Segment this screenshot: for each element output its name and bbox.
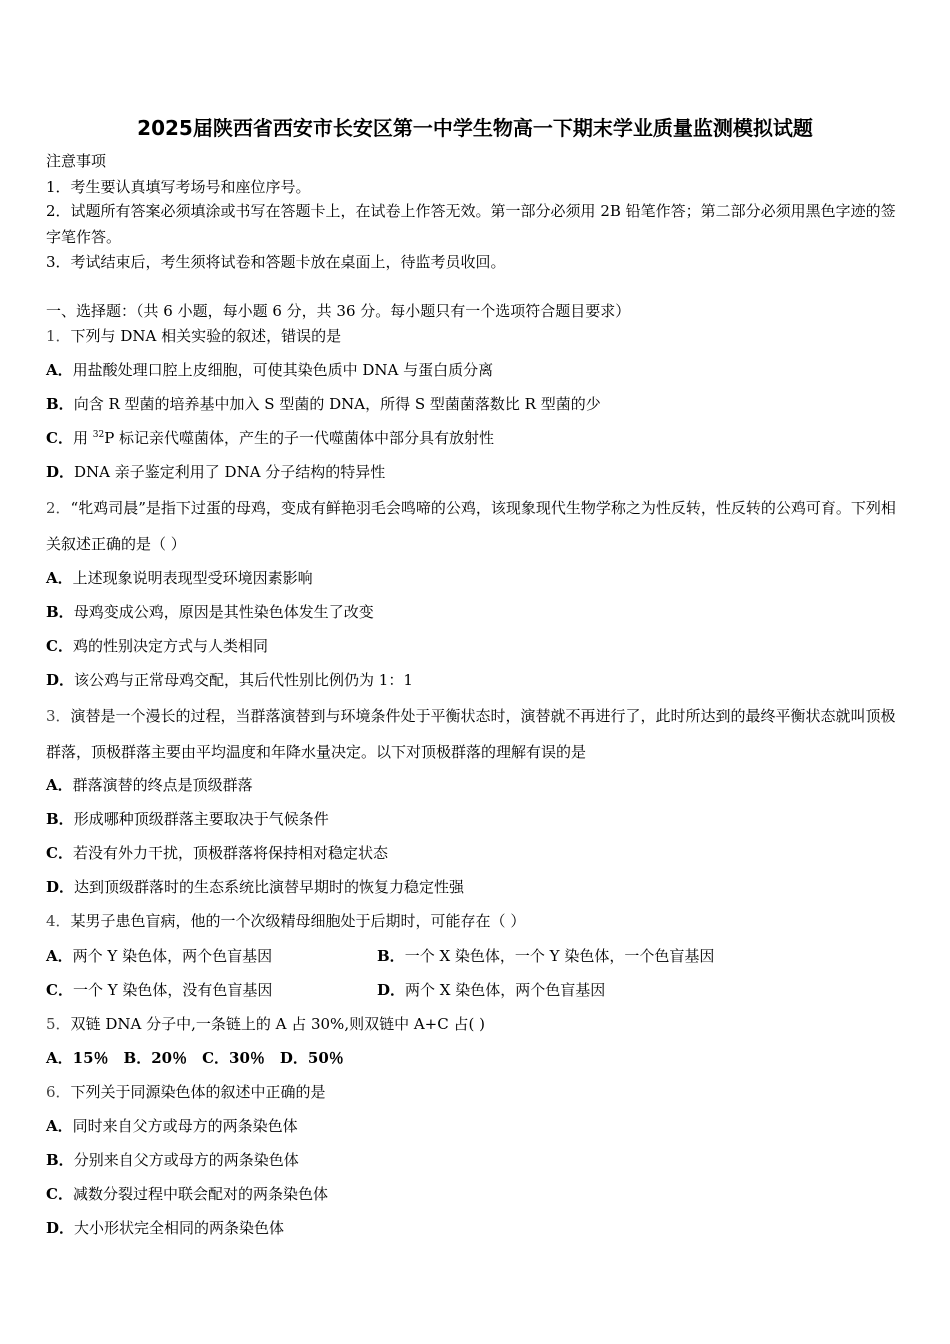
option-label: A．: [46, 1117, 73, 1135]
option-text: 形成哪种顶级群落主要取决于气候条件: [73, 810, 329, 828]
option-2c: [46, 636, 268, 656]
option-text: 大小形状完全相同的两条染色体: [74, 1219, 285, 1237]
option-3d: [46, 877, 464, 897]
question-1: [46, 326, 341, 346]
section-heading: 一、选择题：（共 6 小题，每小题 6 分，共 36 分。每小题只有一个选项符合题目要求）: [46, 302, 631, 320]
question-2: [46, 490, 906, 562]
question-3: [46, 698, 906, 770]
option-label: A．: [46, 776, 73, 794]
question-4: [46, 911, 525, 931]
option-label: D．: [46, 671, 75, 689]
option-label: B．: [46, 1151, 74, 1169]
option-label: C．: [46, 637, 73, 655]
question-number: 6．: [46, 1083, 71, 1101]
option-6a: [46, 1116, 298, 1136]
option-text: 鸡的性别决定方式与人类相同: [72, 637, 268, 655]
question-6: [46, 1082, 326, 1102]
option-3c: [46, 843, 388, 863]
option-6b: [46, 1150, 299, 1170]
question-stem: 双链 DNA 分子中,一条链上的 A 占 30%,则双链中 A+C 占( ): [70, 1015, 485, 1033]
option-label: C．: [46, 429, 73, 447]
option-text: 分别来自父方或母方的两条染色体: [73, 1151, 299, 1169]
option-label: B．: [377, 947, 405, 965]
option-text: 两个 X 染色体，两个色盲基因: [405, 981, 606, 999]
question-number: 3．: [46, 707, 71, 725]
option-text: 减数分裂过程中联会配对的两条染色体: [72, 1185, 328, 1203]
option-label: D．: [46, 1219, 75, 1237]
question-number: 1．: [46, 327, 71, 345]
question-number: 5．: [46, 1015, 71, 1033]
option-label: D．: [377, 981, 406, 999]
option-1a: [46, 360, 493, 380]
option-1d: [46, 462, 385, 482]
option-text: 向含 R 型菌的培养基中加入 S 型菌的 DNA，所得 S 型菌菌落数比 R 型菌的少: [73, 395, 601, 413]
option-text: 母鸡变成公鸡，原因是其性染色体发生了改变: [73, 603, 374, 621]
option-text-pre: 用: [72, 429, 93, 447]
option-6d: [46, 1218, 284, 1238]
option-4c: [46, 980, 272, 1000]
notice-item-2: 2．试题所有答案必须填涂或书写在答题卡上，在试卷上作答无效。第一部分必须用 2B 铅笔作答；第二部分必须用黑色字迹的签字笔作答。: [46, 202, 896, 246]
question-stem: 某男子患色盲病，他的一个次级精母细胞处于后期时，可能存在（ ）: [70, 912, 526, 930]
option-1c: [46, 428, 494, 448]
option-text: 达到顶级群落时的生态系统比演替早期时的恢复力稳定性强: [74, 878, 465, 896]
page-title: 2025届陕西省西安市长安区第一中学生物高一下期末学业质量监测模拟试题: [137, 116, 813, 140]
option-2b: [46, 602, 374, 622]
option-label: B．: [46, 810, 74, 828]
option-3b: [46, 809, 329, 829]
option-3a: [46, 775, 253, 795]
option-label: D．: [46, 463, 75, 481]
option-text: 若没有外力干扰，顶极群落将保持相对稳定状态: [72, 844, 388, 862]
option-4a: [46, 946, 272, 966]
question-number: 2．: [46, 499, 71, 517]
option-text: 一个 X 染色体，一个 Y 染色体，一个色盲基因: [404, 947, 715, 965]
option-label: D．: [46, 878, 75, 896]
notice-item-3: 3．考试结束后，考生须将试卷和答题卡放在桌面上，待监考员收回。: [46, 253, 506, 271]
option-label: A．: [46, 361, 73, 379]
option-text: 该公鸡与正常母鸡交配，其后代性别比例仍为 1：1: [74, 671, 413, 689]
option-text: 一个 Y 染色体，没有色盲基因: [72, 981, 273, 999]
option-label: B．: [46, 603, 74, 621]
option-label: C．: [46, 1185, 73, 1203]
option-4d: [377, 980, 605, 1000]
option-text: 同时来自父方或母方的两条染色体: [72, 1117, 298, 1135]
option-2a: [46, 568, 313, 588]
superscript: 32: [92, 430, 105, 440]
option-label: B．: [46, 395, 74, 413]
option-text: 上述现象说明表现型受环境因素影响: [72, 569, 313, 587]
question-stem: 演替是一个漫长的过程，当群落演替到与环境条件处于平衡状态时，演替就不再进行了，此时所达到的最终平衡状态就叫顶极群落，顶极群落主要由平均温度和年降水量决定。以下对顶极群落的理解有误的是: [46, 707, 896, 761]
option-text: P 标记亲代噬菌体，产生的子一代噬菌体中部分具有放射性: [104, 429, 495, 447]
notice-item-1: 1．考生要认真填写考场号和座位序号。: [46, 178, 311, 196]
option-6c: [46, 1184, 328, 1204]
option-1b: [46, 394, 601, 414]
question-5: [46, 1014, 485, 1034]
notice-heading: 注意事项: [46, 152, 107, 170]
option-2d: [46, 670, 413, 690]
option-label: C．: [46, 844, 73, 862]
option-text: 两个 Y 染色体，两个色盲基因: [72, 947, 273, 965]
question-stem: 下列与 DNA 相关实验的叙述，错误的是: [70, 327, 342, 345]
option-text: 用盐酸处理口腔上皮细胞，可使其染色质中 DNA 与蛋白质分离: [72, 361, 494, 379]
option-text: DNA 亲子鉴定利用了 DNA 分子结构的特异性: [74, 463, 386, 481]
question-stem: “牝鸡司晨”是指下过蛋的母鸡，变成有鲜艳羽毛会鸣啼的公鸡，该现象现代生物学称之为性反转，性反转的公鸡可育。下列相关叙述正确的是（ ）: [46, 499, 896, 553]
option-label: C．: [46, 981, 73, 999]
question-number: 4．: [46, 912, 71, 930]
option-label: A．: [46, 569, 73, 587]
options-5: A．15％ B．20％ C．30％ D．50％: [46, 1049, 344, 1067]
option-label: A．: [46, 947, 73, 965]
option-4b: [377, 946, 714, 966]
question-stem: 下列关于同源染色体的叙述中正确的是: [70, 1083, 326, 1101]
option-text: 群落演替的终点是顶级群落: [72, 776, 253, 794]
